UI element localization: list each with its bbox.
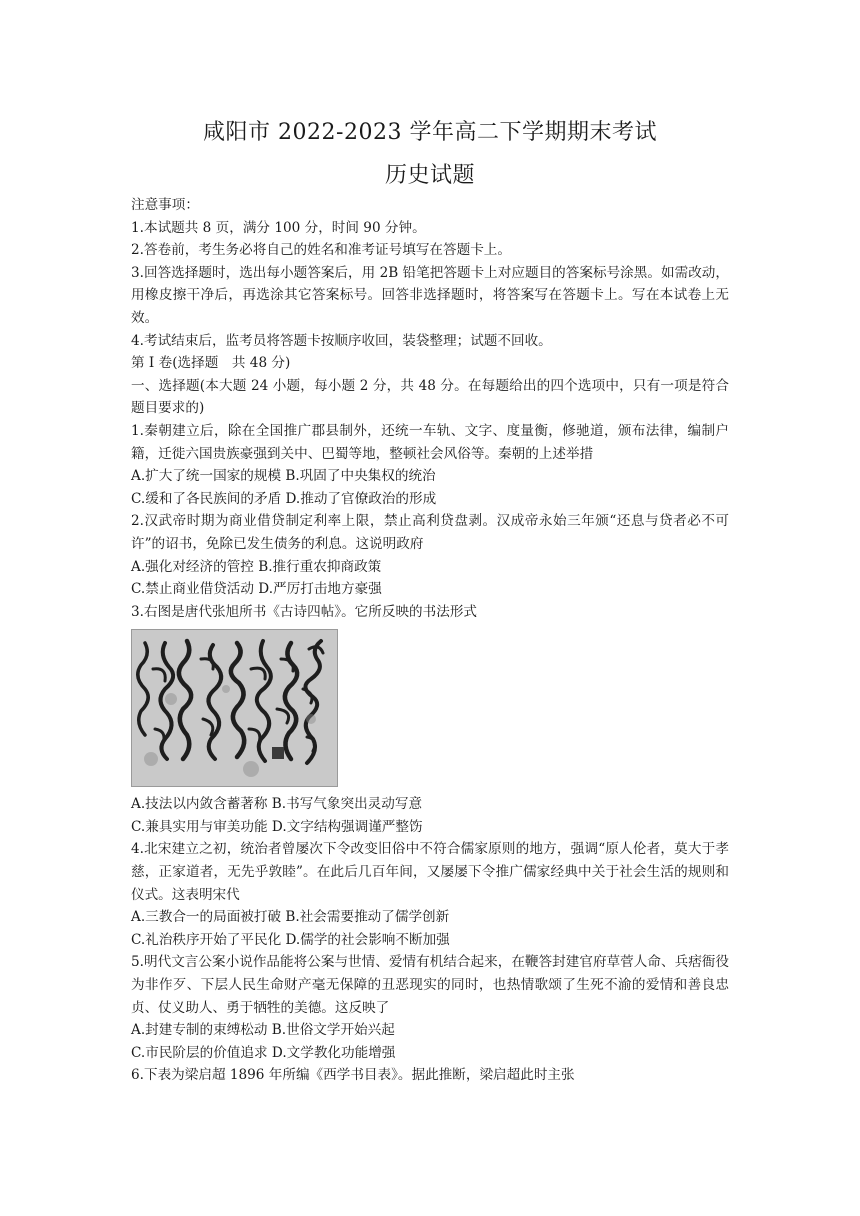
question-option: A.技法以内敛含蓄著称 B.书写气象突出灵动写意 <box>131 796 423 813</box>
question-option: A.封建专制的束缚松动 B.世俗文学开始兴起 <box>131 1022 395 1039</box>
note-item: 4.考试结束后，监考员将答题卡按顺序收回，装袋整理；试题不回收。 <box>131 332 552 349</box>
section-instruction: 一、选择题(本大题 24 小题，每小题 2 分，共 48 分。在每题给出的四个选项中，只有一项是符合题目要求的) <box>131 377 729 417</box>
question-option: A.三教合一的局面被打破 B.社会需要推动了儒学创新 <box>131 909 450 926</box>
question-stem: 4.北宋建立之初，统治者曾屡次下令改变旧俗中不符合儒家原则的地方，强调“原人伦者，莫大于孝慈，正家道者，无先乎敦睦”。在此后几百年间，又屡屡下令推广儒家经典中关于社会生活的规则和仪式。这表明宋代 <box>131 841 729 903</box>
question-option: C.兼具实用与审美功能 D.文字结构强调谨严整饬 <box>131 818 423 835</box>
note-item: 1.本试题共 8 页，满分 100 分，时间 90 分钟。 <box>131 219 426 236</box>
section-heading: 第 I 卷(选择题 共 48 分) <box>131 355 291 372</box>
question-option: C.市民阶层的价值追求 D.文学教化功能增强 <box>131 1044 396 1061</box>
question-option: C.礼治秩序开始了平民化 D.儒学的社会影响不断加强 <box>131 931 450 948</box>
exam-title: 咸阳市 2022-2023 学年高二下学期期末考试 <box>203 120 657 145</box>
notes-heading: 注意事项： <box>131 197 199 213</box>
question-option: A.扩大了统一国家的规模 B.巩固了中央集权的统治 <box>131 468 436 485</box>
question-option: C.缓和了各民族间的矛盾 D.推动了官僚政治的形成 <box>131 490 437 507</box>
question-stem: 2.汉武帝时期为商业借贷制定利率上限，禁止高利贷盘剥。汉成帝永始三年颁“还息与贷者必不可许”的诏书，免除已发生债务的利息。这说明政府 <box>131 513 729 552</box>
exam-body <box>131 194 729 1087</box>
question-option: A.强化对经济的管控 B.推行重农抑商政策 <box>131 558 382 575</box>
question-option: C.禁止商业借贷活动 D.严厉打击地方豪强 <box>131 581 382 598</box>
question-stem: 6.下表为梁启超 1896 年所编《西学书目表》。据此推断，梁启超此时主张 <box>131 1067 575 1084</box>
exam-subtitle: 历史试题 <box>384 163 475 188</box>
question-stem: 5.明代文言公案小说作品能将公案与世情、爱情有机结合起来，在鞭答封建官府草菅人命、兵痞衙役为非作歹、下层人民生命财产毫无保障的丑恶现实的同时，也热情歌颂了生死不渝的爱情和善良忠贞、仗义助人、勇于牺牲的美德。这反映了 <box>131 954 729 1016</box>
question-stem: 1.秦朝建立后，除在全国推广郡县制外，还统一车轨、文字、度量衡，修驰道，颁布法律，编制户籍，迁徙六国贵族豪强到关中、巴蜀等地，整顿社会风俗等。秦朝的上述举措 <box>131 422 729 462</box>
calligraphy-strokes <box>131 629 338 787</box>
question-stem: 3.右图是唐代张旭所书《古诗四帖》。它所反映的书法形式 <box>131 603 478 620</box>
note-item: 2.答卷前，考生务必将自己的姓名和准考证号填写在答题卡上。 <box>131 242 511 259</box>
note-item: 3.回答选择题时，选出每小题答案后，用 2B 铅笔把答题卡上对应题目的答案标号涂黑。如需改动，用橡皮擦干净后，再选涂其它答案标号。回答非选择题时，将答案写在答题卡上。写在本试卷上无效。 <box>131 264 729 326</box>
calligraphy-image <box>131 629 338 787</box>
